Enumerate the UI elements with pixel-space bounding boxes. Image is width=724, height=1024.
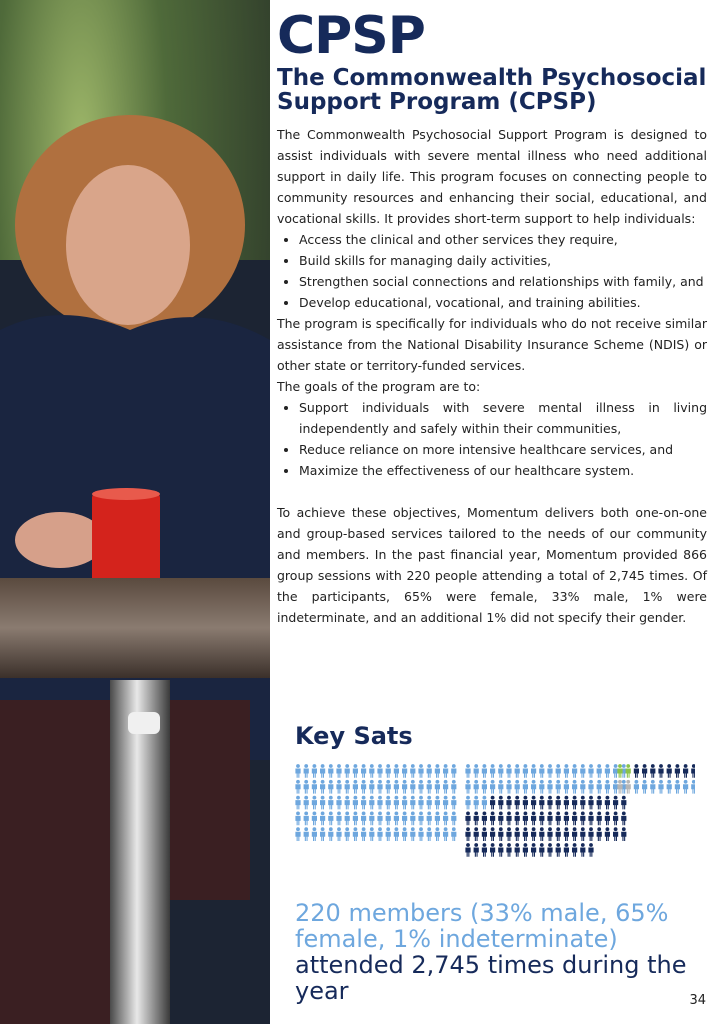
female-person-icon bbox=[336, 764, 341, 778]
female-person-icon bbox=[427, 796, 432, 810]
male-person-icon bbox=[515, 827, 520, 841]
male-person-icon bbox=[597, 827, 602, 841]
female-person-icon bbox=[531, 764, 536, 778]
female-person-icon bbox=[515, 780, 520, 794]
female-person-icon bbox=[369, 764, 374, 778]
female-person-icon bbox=[572, 764, 577, 778]
male-person-icon bbox=[572, 827, 577, 841]
female-person-icon bbox=[369, 812, 374, 826]
hero-photo bbox=[0, 0, 270, 1024]
male-person-icon bbox=[621, 812, 626, 826]
male-person-icon bbox=[482, 827, 487, 841]
male-person-icon bbox=[465, 843, 470, 857]
female-person-icon bbox=[394, 827, 399, 841]
male-person-icon bbox=[498, 812, 503, 826]
female-person-icon bbox=[320, 812, 325, 826]
male-person-icon bbox=[539, 827, 544, 841]
body-text bbox=[277, 124, 707, 628]
male-person-icon bbox=[588, 843, 593, 857]
female-person-icon bbox=[418, 780, 423, 794]
male-person-icon bbox=[523, 812, 528, 826]
female-person-icon bbox=[295, 796, 300, 810]
female-person-icon bbox=[443, 812, 448, 826]
female-person-icon bbox=[402, 827, 407, 841]
key-stats-title: Key Sats bbox=[295, 722, 413, 750]
female-person-icon bbox=[474, 764, 479, 778]
female-person-icon bbox=[427, 827, 432, 841]
male-person-icon bbox=[580, 812, 585, 826]
female-person-icon bbox=[345, 812, 350, 826]
female-person-icon bbox=[345, 780, 350, 794]
male-person-icon bbox=[556, 812, 561, 826]
intro-paragraph: The Commonwealth Psychosocial Support Program is designed to assist individuals with severe mental illness who need additional support in daily life. This program focuses on connecting people to community resources and enhancing their social, educational, and vocational skills. It provides short-term support to help individuals: bbox=[277, 127, 707, 226]
male-person-icon bbox=[506, 843, 511, 857]
female-person-icon bbox=[353, 812, 358, 826]
indeterminate-person-icon bbox=[626, 764, 631, 778]
female-person-icon bbox=[320, 796, 325, 810]
male-person-icon bbox=[621, 796, 626, 810]
page-title: CPSP bbox=[277, 6, 425, 66]
female-person-icon bbox=[402, 812, 407, 826]
support-list bbox=[277, 229, 707, 313]
female-person-icon bbox=[328, 796, 333, 810]
female-person-icon bbox=[451, 827, 456, 841]
male-person-icon bbox=[588, 812, 593, 826]
male-person-icon bbox=[515, 796, 520, 810]
female-person-icon bbox=[361, 812, 366, 826]
female-person-icon bbox=[410, 780, 415, 794]
female-person-icon bbox=[402, 764, 407, 778]
member-person-icon bbox=[691, 780, 695, 794]
female-person-icon bbox=[465, 764, 470, 778]
female-person-icon bbox=[295, 827, 300, 841]
female-person-icon bbox=[386, 796, 391, 810]
unspecified-person-icon bbox=[617, 780, 622, 794]
female-person-icon bbox=[304, 796, 309, 810]
female-person-icon bbox=[410, 764, 415, 778]
female-person-icon bbox=[377, 796, 382, 810]
female-person-icon bbox=[443, 796, 448, 810]
member-person-icon bbox=[642, 780, 647, 794]
female-person-icon bbox=[418, 764, 423, 778]
female-person-icon bbox=[312, 780, 317, 794]
male-person-icon bbox=[572, 843, 577, 857]
male-person-icon bbox=[515, 812, 520, 826]
female-person-icon bbox=[312, 796, 317, 810]
male-person-icon bbox=[556, 827, 561, 841]
female-person-icon bbox=[572, 780, 577, 794]
male-person-icon bbox=[498, 796, 503, 810]
male-person-icon bbox=[621, 827, 626, 841]
female-person-icon bbox=[295, 812, 300, 826]
female-person-icon bbox=[556, 780, 561, 794]
male-person-icon bbox=[605, 827, 610, 841]
female-person-icon bbox=[312, 812, 317, 826]
female-person-icon bbox=[435, 827, 440, 841]
female-person-icon bbox=[418, 812, 423, 826]
male-person-icon bbox=[597, 796, 602, 810]
female-person-icon bbox=[427, 780, 432, 794]
female-person-icon bbox=[377, 812, 382, 826]
female-person-icon bbox=[386, 764, 391, 778]
female-person-icon bbox=[539, 780, 544, 794]
female-person-icon bbox=[295, 780, 300, 794]
female-person-icon bbox=[336, 827, 341, 841]
female-person-icon bbox=[336, 812, 341, 826]
female-person-icon bbox=[312, 764, 317, 778]
female-person-icon bbox=[443, 780, 448, 794]
female-person-icon bbox=[588, 780, 593, 794]
member-person-icon bbox=[683, 780, 688, 794]
member-person-icon bbox=[634, 764, 639, 778]
female-person-icon bbox=[498, 764, 503, 778]
female-person-icon bbox=[451, 764, 456, 778]
male-person-icon bbox=[572, 796, 577, 810]
female-person-icon bbox=[435, 764, 440, 778]
male-person-icon bbox=[523, 796, 528, 810]
member-person-icon bbox=[642, 764, 647, 778]
female-person-icon bbox=[580, 764, 585, 778]
male-person-icon bbox=[490, 812, 495, 826]
list-item: • Access the clinical and other services they require, bbox=[299, 229, 707, 250]
female-person-icon bbox=[353, 796, 358, 810]
male-person-icon bbox=[498, 827, 503, 841]
member-person-icon bbox=[658, 764, 663, 778]
female-person-icon bbox=[474, 780, 479, 794]
list-item: • Build skills for managing daily activities, bbox=[299, 250, 707, 271]
female-person-icon bbox=[474, 796, 479, 810]
female-person-icon bbox=[564, 764, 569, 778]
male-person-icon bbox=[539, 812, 544, 826]
indeterminate-person-icon bbox=[617, 764, 622, 778]
female-person-icon bbox=[490, 780, 495, 794]
members-stat: 220 members (33% male, 65% female, 1% indeterminate) bbox=[295, 899, 669, 953]
female-person-icon bbox=[320, 764, 325, 778]
female-person-icon bbox=[304, 812, 309, 826]
male-person-icon bbox=[465, 812, 470, 826]
member-person-icon bbox=[667, 764, 672, 778]
male-person-icon bbox=[613, 812, 618, 826]
male-person-icon bbox=[564, 843, 569, 857]
female-person-icon bbox=[539, 764, 544, 778]
member-person-icon bbox=[675, 764, 680, 778]
female-person-icon bbox=[402, 796, 407, 810]
female-person-icon bbox=[353, 827, 358, 841]
female-person-icon bbox=[410, 827, 415, 841]
male-person-icon bbox=[613, 827, 618, 841]
program-subtitle: The Commonwealth Psychosocial Support Program (CPSP) bbox=[277, 65, 707, 115]
female-person-icon bbox=[523, 780, 528, 794]
list-item: • Reduce reliance on more intensive healthcare services, and bbox=[299, 439, 707, 460]
female-person-icon bbox=[547, 780, 552, 794]
female-person-icon bbox=[369, 827, 374, 841]
female-person-icon bbox=[320, 827, 325, 841]
female-person-icon bbox=[394, 812, 399, 826]
female-person-icon bbox=[605, 780, 610, 794]
member-person-icon bbox=[675, 780, 680, 794]
photo-illustration bbox=[0, 0, 270, 1024]
male-person-icon bbox=[465, 827, 470, 841]
male-person-icon bbox=[556, 796, 561, 810]
male-person-icon bbox=[539, 796, 544, 810]
male-person-icon bbox=[531, 843, 536, 857]
male-person-icon bbox=[474, 812, 479, 826]
female-person-icon bbox=[361, 827, 366, 841]
female-person-icon bbox=[295, 764, 300, 778]
female-person-icon bbox=[482, 796, 487, 810]
female-person-icon bbox=[410, 796, 415, 810]
female-person-icon bbox=[531, 780, 536, 794]
female-person-icon bbox=[328, 827, 333, 841]
female-person-icon bbox=[597, 780, 602, 794]
female-person-icon bbox=[506, 764, 511, 778]
male-person-icon bbox=[523, 827, 528, 841]
people-pictogram bbox=[295, 762, 695, 892]
female-person-icon bbox=[328, 812, 333, 826]
female-person-icon bbox=[443, 827, 448, 841]
female-person-icon bbox=[506, 780, 511, 794]
male-person-icon bbox=[531, 812, 536, 826]
goals-intro: The goals of the program are to: bbox=[277, 379, 481, 394]
male-person-icon bbox=[556, 843, 561, 857]
female-person-icon bbox=[336, 796, 341, 810]
male-person-icon bbox=[490, 827, 495, 841]
female-person-icon bbox=[515, 764, 520, 778]
female-person-icon bbox=[588, 764, 593, 778]
female-person-icon bbox=[490, 764, 495, 778]
male-person-icon bbox=[547, 812, 552, 826]
female-person-icon bbox=[312, 827, 317, 841]
female-person-icon bbox=[320, 780, 325, 794]
female-person-icon bbox=[605, 764, 610, 778]
list-item: • Maximize the effectiveness of our healthcare system. bbox=[299, 460, 707, 481]
female-person-icon bbox=[386, 812, 391, 826]
male-person-icon bbox=[564, 827, 569, 841]
female-person-icon bbox=[369, 780, 374, 794]
female-person-icon bbox=[377, 780, 382, 794]
member-person-icon bbox=[650, 780, 655, 794]
female-person-icon bbox=[418, 827, 423, 841]
female-person-icon bbox=[336, 780, 341, 794]
member-person-icon bbox=[634, 780, 639, 794]
female-person-icon bbox=[564, 780, 569, 794]
female-person-icon bbox=[523, 764, 528, 778]
male-person-icon bbox=[580, 827, 585, 841]
page-number: 34 bbox=[689, 993, 706, 1008]
female-person-icon bbox=[386, 827, 391, 841]
female-person-icon bbox=[443, 764, 448, 778]
female-person-icon bbox=[580, 780, 585, 794]
attendance-stat: attended 2,745 times during the year bbox=[295, 951, 687, 1005]
male-person-icon bbox=[482, 812, 487, 826]
male-person-icon bbox=[490, 796, 495, 810]
member-person-icon bbox=[691, 764, 695, 778]
female-person-icon bbox=[304, 764, 309, 778]
female-person-icon bbox=[394, 764, 399, 778]
male-person-icon bbox=[613, 796, 618, 810]
female-person-icon bbox=[556, 764, 561, 778]
male-person-icon bbox=[506, 796, 511, 810]
male-person-icon bbox=[531, 827, 536, 841]
eligibility-paragraph: The program is specifically for individuals who do not receive similar assistance from the National Disability Insurance Scheme (NDIS) or other state or territory-funded services. bbox=[277, 316, 707, 373]
female-person-icon bbox=[386, 780, 391, 794]
female-person-icon bbox=[427, 764, 432, 778]
female-person-icon bbox=[547, 764, 552, 778]
female-person-icon bbox=[418, 796, 423, 810]
female-person-icon bbox=[304, 827, 309, 841]
list-item: • Support individuals with severe mental illness in living independently and safely within their communities, bbox=[299, 397, 707, 439]
male-person-icon bbox=[490, 843, 495, 857]
female-person-icon bbox=[465, 780, 470, 794]
female-person-icon bbox=[394, 780, 399, 794]
member-person-icon bbox=[683, 764, 688, 778]
female-person-icon bbox=[361, 764, 366, 778]
male-person-icon bbox=[605, 812, 610, 826]
male-person-icon bbox=[588, 827, 593, 841]
goals-list bbox=[277, 397, 707, 481]
female-person-icon bbox=[482, 780, 487, 794]
male-person-icon bbox=[597, 812, 602, 826]
male-person-icon bbox=[580, 796, 585, 810]
male-person-icon bbox=[605, 796, 610, 810]
male-person-icon bbox=[482, 843, 487, 857]
female-person-icon bbox=[353, 764, 358, 778]
member-person-icon bbox=[658, 780, 663, 794]
female-person-icon bbox=[328, 764, 333, 778]
male-person-icon bbox=[515, 843, 520, 857]
member-person-icon bbox=[650, 764, 655, 778]
female-person-icon bbox=[345, 796, 350, 810]
female-person-icon bbox=[482, 764, 487, 778]
female-person-icon bbox=[369, 796, 374, 810]
female-person-icon bbox=[410, 812, 415, 826]
male-person-icon bbox=[547, 843, 552, 857]
male-person-icon bbox=[539, 843, 544, 857]
male-person-icon bbox=[564, 796, 569, 810]
female-person-icon bbox=[394, 796, 399, 810]
female-person-icon bbox=[597, 764, 602, 778]
unspecified-person-icon bbox=[626, 780, 631, 794]
male-person-icon bbox=[506, 812, 511, 826]
female-person-icon bbox=[304, 780, 309, 794]
female-person-icon bbox=[361, 780, 366, 794]
male-person-icon bbox=[564, 812, 569, 826]
female-person-icon bbox=[451, 812, 456, 826]
female-person-icon bbox=[465, 796, 470, 810]
female-person-icon bbox=[353, 780, 358, 794]
male-person-icon bbox=[474, 843, 479, 857]
female-person-icon bbox=[402, 780, 407, 794]
female-person-icon bbox=[427, 812, 432, 826]
male-person-icon bbox=[572, 812, 577, 826]
list-item: • Strengthen social connections and relationships with family, and bbox=[299, 271, 707, 292]
male-person-icon bbox=[474, 827, 479, 841]
member-person-icon bbox=[667, 780, 672, 794]
male-person-icon bbox=[588, 796, 593, 810]
female-person-icon bbox=[498, 780, 503, 794]
male-person-icon bbox=[547, 796, 552, 810]
female-person-icon bbox=[451, 796, 456, 810]
female-person-icon bbox=[377, 827, 382, 841]
male-person-icon bbox=[506, 827, 511, 841]
female-person-icon bbox=[345, 827, 350, 841]
male-person-icon bbox=[580, 843, 585, 857]
female-person-icon bbox=[361, 796, 366, 810]
male-person-icon bbox=[531, 796, 536, 810]
summary-paragraph: To achieve these objectives, Momentum delivers both one-on-one and group-based services tailored to the needs of our community and members. In the past financial year, Momentum provided 866 group sessions with 220 people attending a total of 2,745 times. Of the participants, 65% were female, 33% male, 1% were indeterminate, and an additional 1% did not specify their gender. bbox=[277, 505, 707, 625]
list-item: • Develop educational, vocational, and training abilities. bbox=[299, 292, 707, 313]
male-person-icon bbox=[498, 843, 503, 857]
female-person-icon bbox=[435, 812, 440, 826]
female-person-icon bbox=[345, 764, 350, 778]
female-person-icon bbox=[435, 780, 440, 794]
female-person-icon bbox=[451, 780, 456, 794]
female-person-icon bbox=[377, 764, 382, 778]
female-person-icon bbox=[328, 780, 333, 794]
male-person-icon bbox=[523, 843, 528, 857]
female-person-icon bbox=[435, 796, 440, 810]
male-person-icon bbox=[547, 827, 552, 841]
